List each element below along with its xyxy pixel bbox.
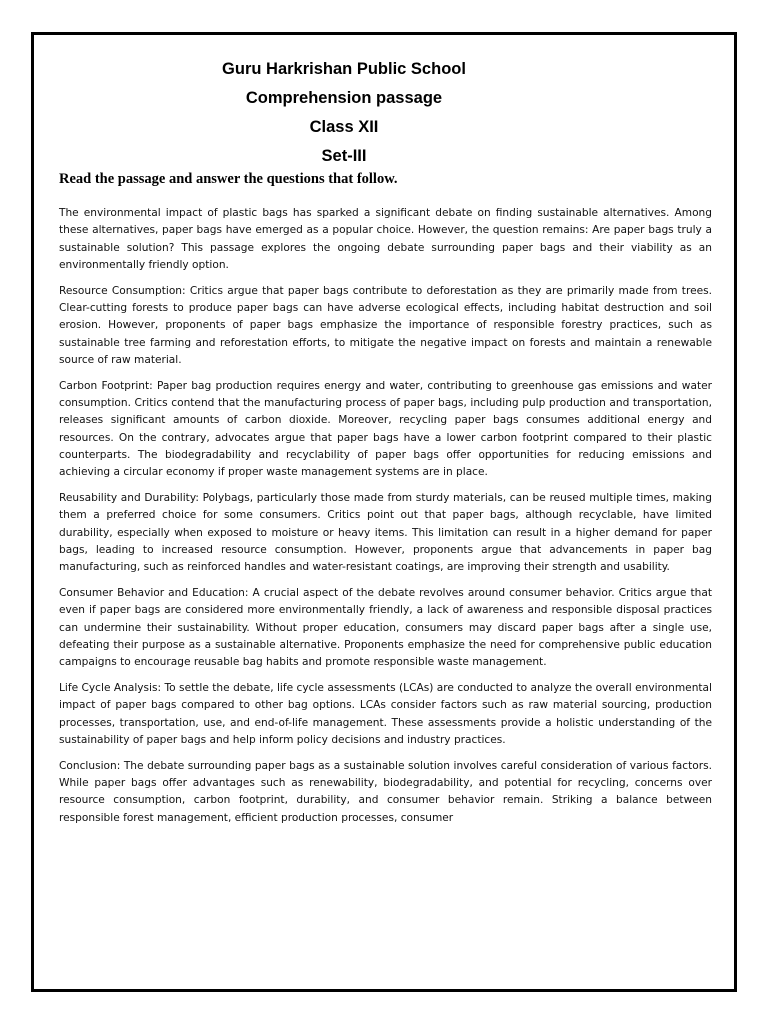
class-label: Class XII: [309, 118, 379, 136]
document-subtitle: Comprehension passage: [245, 89, 443, 107]
set-label: Set-III: [321, 147, 367, 165]
paragraph-carbon-footprint: Carbon Footprint: Paper bag production requires energy and water, contributing to greenhouse gas emissions and water consumption. Critics contend that the manufacturing process of paper bags, including pulp production and transportation, releases significant amounts of carbon dioxide. Moreover, recycling paper bags consumes additional energy and resources. On the contrary, advocates argue that paper bags have a lower carbon footprint compared to their plastic counterparts. The biodegradability and recyclability of paper bags offer opportunities for reducing emissions and achieving a circular economy if proper waste management systems are in place.: [59, 379, 712, 479]
school-name: Guru Harkrishan Public School: [222, 60, 466, 78]
document-header: [34, 55, 654, 171]
paragraph-life-cycle: Life Cycle Analysis: To settle the debate, life cycle assessments (LCAs) are conducted to analyze the overall environmental impact of paper bags compared to other bag options. LCAs consider factors such as raw material sourcing, production processes, transportation, use, and end-of-life management. These assessments provide a holistic understanding of the sustainability of paper bags and help inform policy decisions and industry practices.: [59, 681, 712, 746]
paragraph-reusability: Reusability and Durability: Polybags, particularly those made from sturdy materials, can be reused multiple times, making them a preferred choice for some consumers. Critics point out that paper bags, although recyclable, have limited durability, especially when exposed to moisture or heavy items. This limitation can result in a higher demand for paper bags, leading to increased resource consumption. However, proponents argue that advancements in paper bag manufacturing, such as reinforced handles and water-resistant coatings, are improving their strength and usability.: [59, 491, 712, 574]
paragraph-intro: The environmental impact of plastic bags has sparked a significant debate on finding sustainable alternatives. Among these alternatives, paper bags have emerged as a popular choice. However, the question remains: Are paper bags truly a sustainable solution? This passage explores the ongoing debate surrounding paper bags and their viability as an environmentally friendly option.: [59, 207, 712, 271]
passage-body: [59, 205, 712, 835]
paragraph-consumer-behavior: Consumer Behavior and Education: A crucial aspect of the debate revolves around consumer behavior. Critics argue that even if paper bags are considered more environmentally friendly, a lack of awareness and responsible disposal practices can undermine their sustainability. Without proper education, consumers may discard paper bags after a single use, defeating their purpose as a sustainable alternative. Proponents emphasize the need for comprehensive public education campaigns to encourage reusable bag habits and promote responsible waste management.: [59, 586, 712, 669]
paragraph-conclusion: Conclusion: The debate surrounding paper bags as a sustainable solution involves careful consideration of various factors. While paper bags offer advantages such as renewability, biodegradability, and potential for recycling, concerns over resource consumption, carbon footprint, durability, and consumer behavior remain. Striking a balance between responsible forest management, efficient production processes, consumer: [59, 759, 712, 824]
page-frame: [31, 32, 737, 992]
paragraph-resource-consumption: Resource Consumption: Critics argue that paper bags contribute to deforestation as they are primarily made from trees. Clear-cutting forests to produce paper bags can have adverse ecological effects, including habitat destruction and soil erosion. However, proponents of paper bags emphasize the importance of responsible forestry practices, such as sustainable tree farming and reforestation efforts, to mitigate the negative impact on forests and maintain a renewable source of raw material.: [59, 284, 712, 366]
instruction-text: Read the passage and answer the questions that follow.: [59, 171, 398, 187]
